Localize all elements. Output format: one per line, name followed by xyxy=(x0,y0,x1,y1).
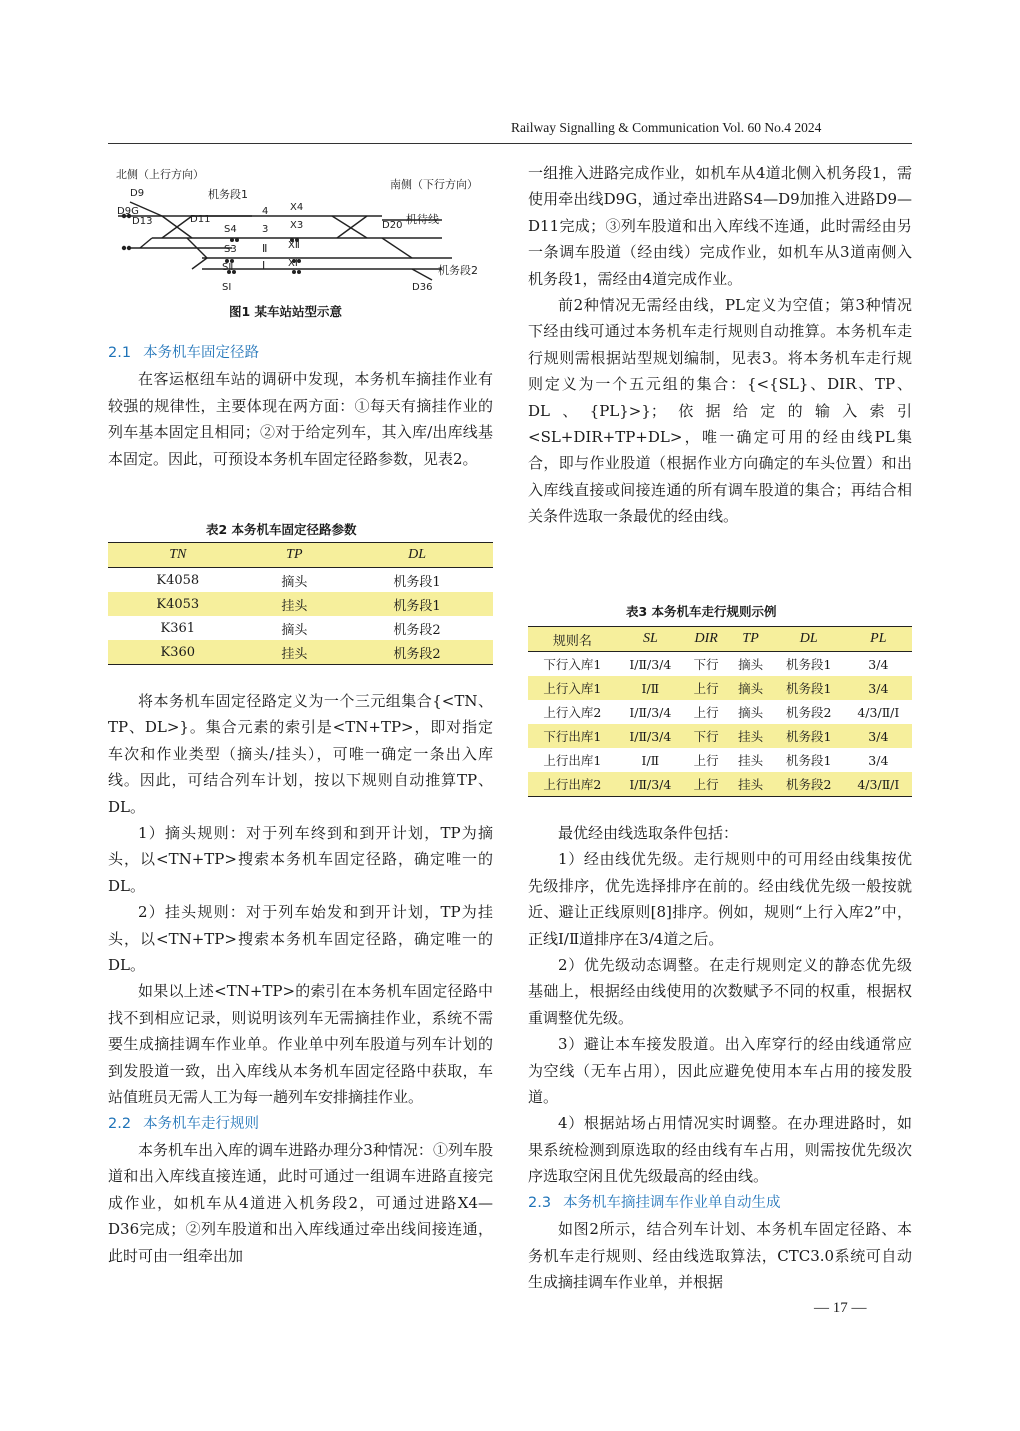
label-s1: SⅠ xyxy=(222,282,232,293)
table3-cell: 机务段1 xyxy=(786,681,832,696)
paragraph: 本务机车出入库的调车进路办理分3种情况：①列车股道和出入库线直接连通，此时可通过一组调车进路直接完成作业，如机车从4道进入机务段2，可通过进路X4—D36完成；②列车股道和出入库线通过牵出线间接连通，此时可由一组牵出加 xyxy=(108,1140,493,1265)
table3-cell: Ⅰ/Ⅱ xyxy=(641,680,660,696)
table3-cell: 3/4 xyxy=(868,752,889,768)
table3-header: 规则名 xyxy=(528,627,617,652)
label-d36: D36 xyxy=(412,282,433,293)
label-track-4: 4 xyxy=(262,206,269,217)
table2 xyxy=(108,542,493,665)
section-2-1-heading: 2.1 本务机车固定径路 xyxy=(108,345,260,361)
table2-caption: 表2 本务机车固定径路参数 xyxy=(206,522,357,537)
table3-cell: 3/4 xyxy=(868,656,889,672)
label-x4: X4 xyxy=(290,202,304,213)
right-column-top xyxy=(528,160,912,530)
paragraph: 1）经由线优先级。走行规则中的可用经由线集按优先级排序，优先选择排序在前的。经由线优先级一般按就近、避让正线原则[8]排序。例如，规则“上行入库2”中，正线Ⅰ/Ⅱ道排序在3/4道之后。 xyxy=(528,850,912,948)
figure1-caption: 图1 某车站站型示意 xyxy=(229,304,343,319)
table3-header: SL xyxy=(617,627,684,652)
label-south: 南侧（下行方向） xyxy=(390,178,478,191)
table3-header: DIR xyxy=(684,627,728,652)
paragraph: 3）避让本车接发股道。出入库穿行的经由线通常应为空线（无车占用），因此应避免使用本车占用的接发股道。 xyxy=(528,1035,912,1107)
table3-cell: 上行出库1 xyxy=(543,753,602,768)
label-s4: S4 xyxy=(224,224,237,235)
table3-cell: 3/4 xyxy=(868,680,889,696)
table2-cell: 机务段2 xyxy=(393,622,441,638)
paragraph: 2）优先级动态调整。在走行规则定义的静态优先级基础上，根据经由线使用的次数赋予不同的权重，根据权重调整优先级。 xyxy=(528,956,912,1027)
table3-cell: 机务段1 xyxy=(786,753,832,768)
paragraph: 在客运枢纽车站的调研中发现，本务机车摘挂作业有较强的规律性，主要体现在两方面：①每天有摘挂作业的列车基本固定且相同；②对于给定列车，其入库/出库线基本固定。因此，可预设本务机车固定径路参数，见表2。 xyxy=(108,370,493,468)
table2-cell: K4053 xyxy=(156,596,200,612)
table3-cell: 摘头 xyxy=(738,681,764,696)
label-track-3: 3 xyxy=(262,224,269,235)
section-2-2-heading: 2.2 本务机车走行规则 xyxy=(108,1115,260,1132)
table3-cell: 下行 xyxy=(693,657,719,672)
table2-cell: K361 xyxy=(160,620,196,636)
table3-cell: 上行 xyxy=(693,705,719,720)
table3-cell: Ⅰ/Ⅱ/3/4 xyxy=(629,728,672,744)
table2-cell: 摘头 xyxy=(281,574,308,590)
table3 xyxy=(528,626,912,797)
table3-cell: 下行入库1 xyxy=(543,657,602,672)
table2-cell: 挂头 xyxy=(281,598,308,614)
label-s2: SⅡ xyxy=(222,262,234,273)
table3-cell: Ⅰ/Ⅱ xyxy=(641,752,660,768)
left-column-bottom xyxy=(108,688,493,1269)
label-x1: XⅠ xyxy=(288,258,298,269)
table3-cell: 4/3/Ⅱ/Ⅰ xyxy=(857,704,900,720)
label-s3: S3 xyxy=(224,244,237,255)
paragraph: 最优经由线选取条件包括： xyxy=(558,824,739,842)
station-layout-diagram xyxy=(112,168,500,296)
page-number: — 17 — xyxy=(814,1300,867,1316)
table3-cell: 3/4 xyxy=(868,728,889,744)
running-header: Railway Signalling & Communication Vol. 60 No.4 2024 xyxy=(511,120,822,135)
label-d9: D9 xyxy=(130,188,145,199)
table3-cell: 摘头 xyxy=(738,657,764,672)
table3-cell: 上行入库2 xyxy=(543,705,602,720)
table2-cell: 机务段2 xyxy=(341,640,493,665)
table2-cell: 摘头 xyxy=(281,622,308,638)
table3-cell: 机务段2 xyxy=(786,705,832,720)
table3-header: DL xyxy=(773,627,845,652)
table3-cell: Ⅰ/Ⅱ/3/4 xyxy=(629,656,672,672)
label-track-2: Ⅱ xyxy=(262,242,268,255)
label-x2: XⅡ xyxy=(288,240,300,251)
paragraph: 如果以上述<TN+TP>的索引在本务机车固定径路中找不到相应记录，则说明该列车无需摘挂作业，系统不需要生成摘挂调车作业单。作业单中列车股道与列车计划的到发股道一致，出入库线从本务机车固定径路中获取，车站值班员无需人工为每一趟列车安排摘挂作业。 xyxy=(108,982,493,1107)
table2-header: TN xyxy=(108,543,248,568)
table3-cell: 机务段1 xyxy=(786,657,832,672)
paragraph: 将本务机车固定径路定义为一个三元组集合{<TN、TP、DL>}。集合元素的索引是<TN+TP>，即对指定车次和作业类型（摘头/挂头），可唯一确定一条出入库线。因此，可结合列车计划，按以下规则自动推算TP、DL。 xyxy=(108,692,493,816)
table2-header: DL xyxy=(341,543,493,568)
paragraph: 前2种情况无需经由线，PL定义为空值；第3种情况下经由线可通过本务机车走行规则自动推算。本务机车走行规则需根据站型规划编制，见表3。将本务机车走行规则定义为一个五元组的集合：{<{SL}、DIR、TP、DL、{PL}>}；依据给定的输入索引<SL+DIR+TP+DL>，唯一确定可用的经由线PL集合，即与作业股道（根据作业方向确定的车头位置）和出入库线直接或间接连通的所有调车股道的集合；再结合相关条件选取一条最优的经由线。 xyxy=(528,296,912,526)
label-x3: X3 xyxy=(290,220,304,231)
label-depot1: 机务段1 xyxy=(208,188,248,201)
label-standby: 机待线 xyxy=(406,213,439,226)
table3-cell: 下行 xyxy=(693,729,719,744)
paragraph: 一组推入进路完成作业，如机车从4道北侧入机务段1，需使用牵出线D9G，通过牵出进路S4—D9加推入进路D9—D11完成；③列车股道和出入库线不连通，此时需经由另一条调车股道（经由线）完成作业，如机车从3道南侧入机务段1，需经由4道完成作业。 xyxy=(528,164,912,288)
table2-cell: 机务段1 xyxy=(393,598,441,614)
table3-cell: 挂头 xyxy=(738,729,764,744)
table3-cell: 上行 xyxy=(693,753,719,768)
table2-header: TP xyxy=(248,543,341,568)
section-2-3-heading: 2.3 本务机车摘挂调车作业单自动生成 xyxy=(528,1194,781,1211)
paragraph: 如图2所示，结合列车计划、本务机车固定径路、本务机车走行规则、经由线选取算法，CTC3.0系统可自动生成摘挂调车作业单，并根据 xyxy=(528,1220,912,1291)
paragraph: 2）挂头规则：对于列车始发和到开计划，TP为挂头，以<TN+TP>搜索本务机车固定径路，确定唯一的DL。 xyxy=(108,903,493,975)
header-rule xyxy=(108,143,912,144)
table2-cell: 挂头 xyxy=(248,640,341,665)
right-column-bottom xyxy=(528,820,912,1295)
table3-cell: 机务段2 xyxy=(773,772,845,797)
table3-cell: 摘头 xyxy=(738,705,764,720)
label-d13: D13 xyxy=(132,216,153,227)
table3-cell: 4/3/Ⅱ/Ⅰ xyxy=(845,772,912,797)
paragraph: 1）摘头规则：对于列车终到和到开计划，TP为摘头，以<TN+TP>搜索本务机车固定径路，确定唯一的DL。 xyxy=(108,824,493,895)
label-track-1: Ⅰ xyxy=(262,259,266,272)
table3-cell: 下行出库1 xyxy=(543,729,602,744)
table2-cell: K360 xyxy=(108,640,248,665)
table2-cell: 机务段1 xyxy=(393,574,441,590)
paragraph: 4）根据站场占用情况实时调整。在办理进路时，如果系统检测到原选取的经由线有车占用，则需按优先级次序选取空闲且优先级最高的经由线。 xyxy=(528,1114,912,1186)
table2-cell: K4058 xyxy=(156,572,200,588)
label-depot2: 机务段2 xyxy=(438,264,478,277)
table3-cell: Ⅰ/Ⅱ/3/4 xyxy=(629,704,672,720)
table3-header: PL xyxy=(845,627,912,652)
table3-cell: 上行 xyxy=(693,681,719,696)
label-d20: D20 xyxy=(382,220,403,231)
table3-cell: Ⅰ/Ⅱ/3/4 xyxy=(617,772,684,797)
left-column-top xyxy=(108,340,493,472)
table3-caption: 表3 本务机车走行规则示例 xyxy=(626,604,777,619)
table3-cell: 挂头 xyxy=(738,753,764,768)
table3-header: TP xyxy=(728,627,772,652)
label-d9g: D9G xyxy=(117,206,139,217)
table3-cell: 上行 xyxy=(684,772,728,797)
table3-cell: 上行出库2 xyxy=(528,772,617,797)
label-north: 北侧（上行方向） xyxy=(116,168,204,181)
label-d11: D11 xyxy=(190,214,211,225)
table3-cell: 挂头 xyxy=(728,772,772,797)
table3-cell: 机务段1 xyxy=(786,729,832,744)
table3-cell: 上行入库1 xyxy=(543,681,602,696)
